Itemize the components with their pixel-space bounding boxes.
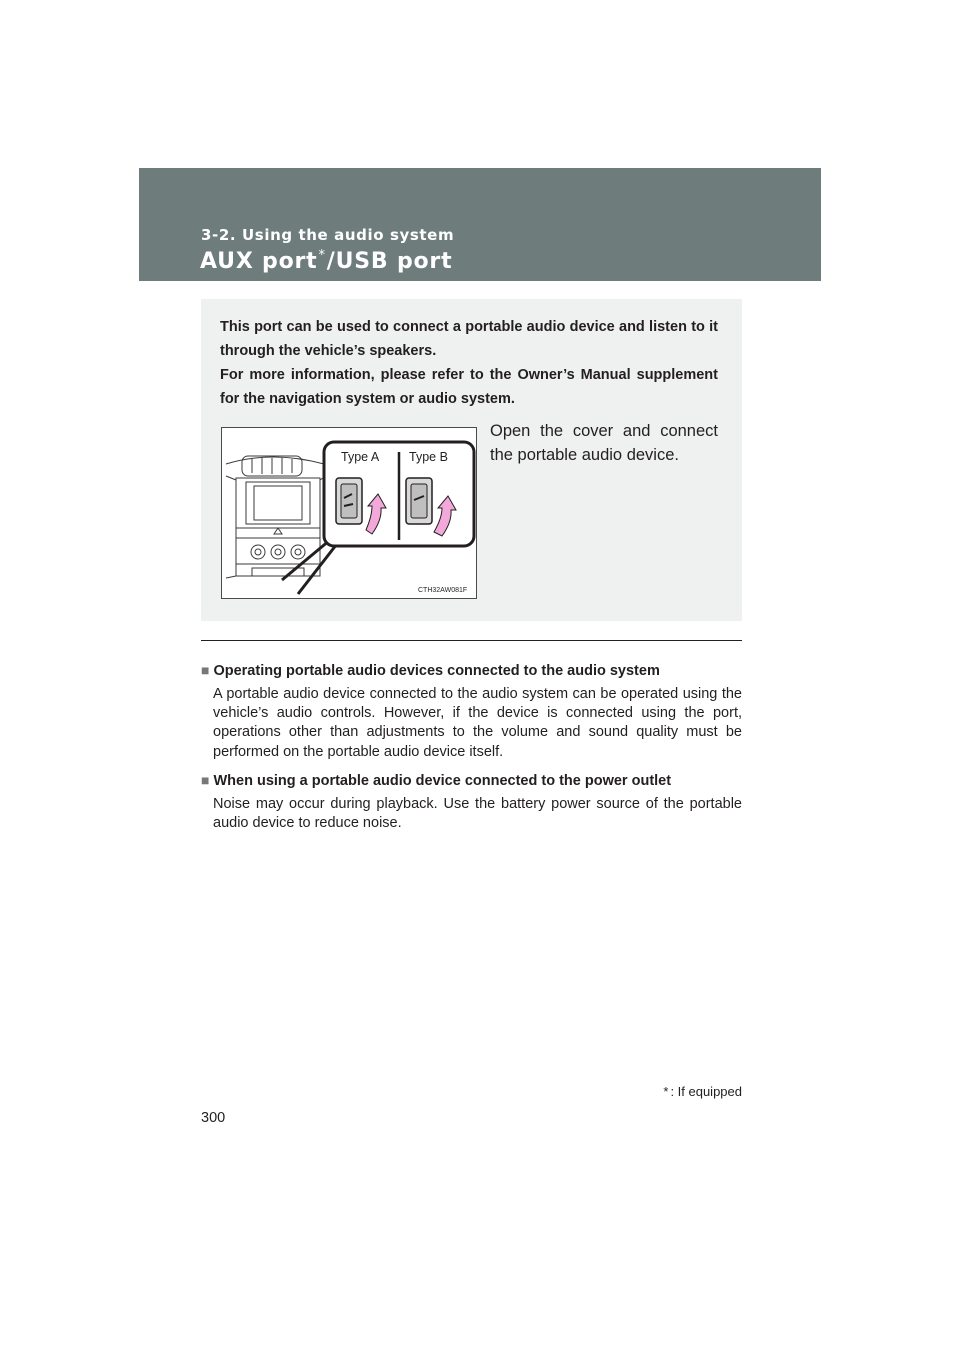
intro-paragraph-2: For more information, please refer to the Owner’s Manual supplement for the navigation system or audio system.	[220, 367, 718, 407]
footnote	[663, 1084, 742, 1099]
equipped-star-mark: *	[663, 1084, 669, 1099]
note-power-outlet	[201, 771, 742, 833]
footnote-text: : If equipped	[670, 1084, 742, 1099]
note-body: A portable audio device connected to the audio system can be operated using the vehicle’s audio controls. However, if the device is connected using the port, operations other than adjustments to the volume and sound quality must be performed on the portable audio device itself.	[213, 686, 742, 760]
note-operating-devices	[201, 661, 742, 762]
intro-text	[220, 315, 718, 411]
page-title-part1: AUX port	[200, 249, 318, 274]
page-number: 300	[201, 1110, 226, 1126]
intro-paragraph-1: This port can be used to connect a portable audio device and listen to it through the vehicle’s speakers.	[220, 319, 718, 359]
port-illustration	[221, 427, 477, 599]
type-b-label: Type B	[409, 450, 448, 464]
figure-code: CTH32AW081F	[418, 587, 468, 594]
intro-box	[201, 299, 742, 621]
square-bullet-icon: ■	[201, 662, 210, 678]
square-bullet-icon: ■	[201, 772, 210, 788]
section-label: 3-2. Using the audio system	[201, 226, 455, 244]
note-heading-text: When using a portable audio device connected to the power outlet	[213, 773, 672, 789]
note-body: Noise may occur during playback. Use the battery power source of the portable audio device to reduce noise.	[213, 796, 742, 832]
page-title	[200, 248, 452, 274]
instruction-text: Open the cover and connect the portable audio device.	[490, 422, 718, 464]
type-a-label: Type A	[341, 450, 380, 464]
note-heading	[201, 771, 742, 791]
page-title-part2: /USB port	[326, 249, 453, 274]
section-divider	[201, 640, 742, 641]
equipped-star-mark: *	[318, 248, 326, 263]
note-heading-text: Operating portable audio devices connected to the audio system	[213, 663, 660, 679]
note-heading	[201, 661, 742, 681]
